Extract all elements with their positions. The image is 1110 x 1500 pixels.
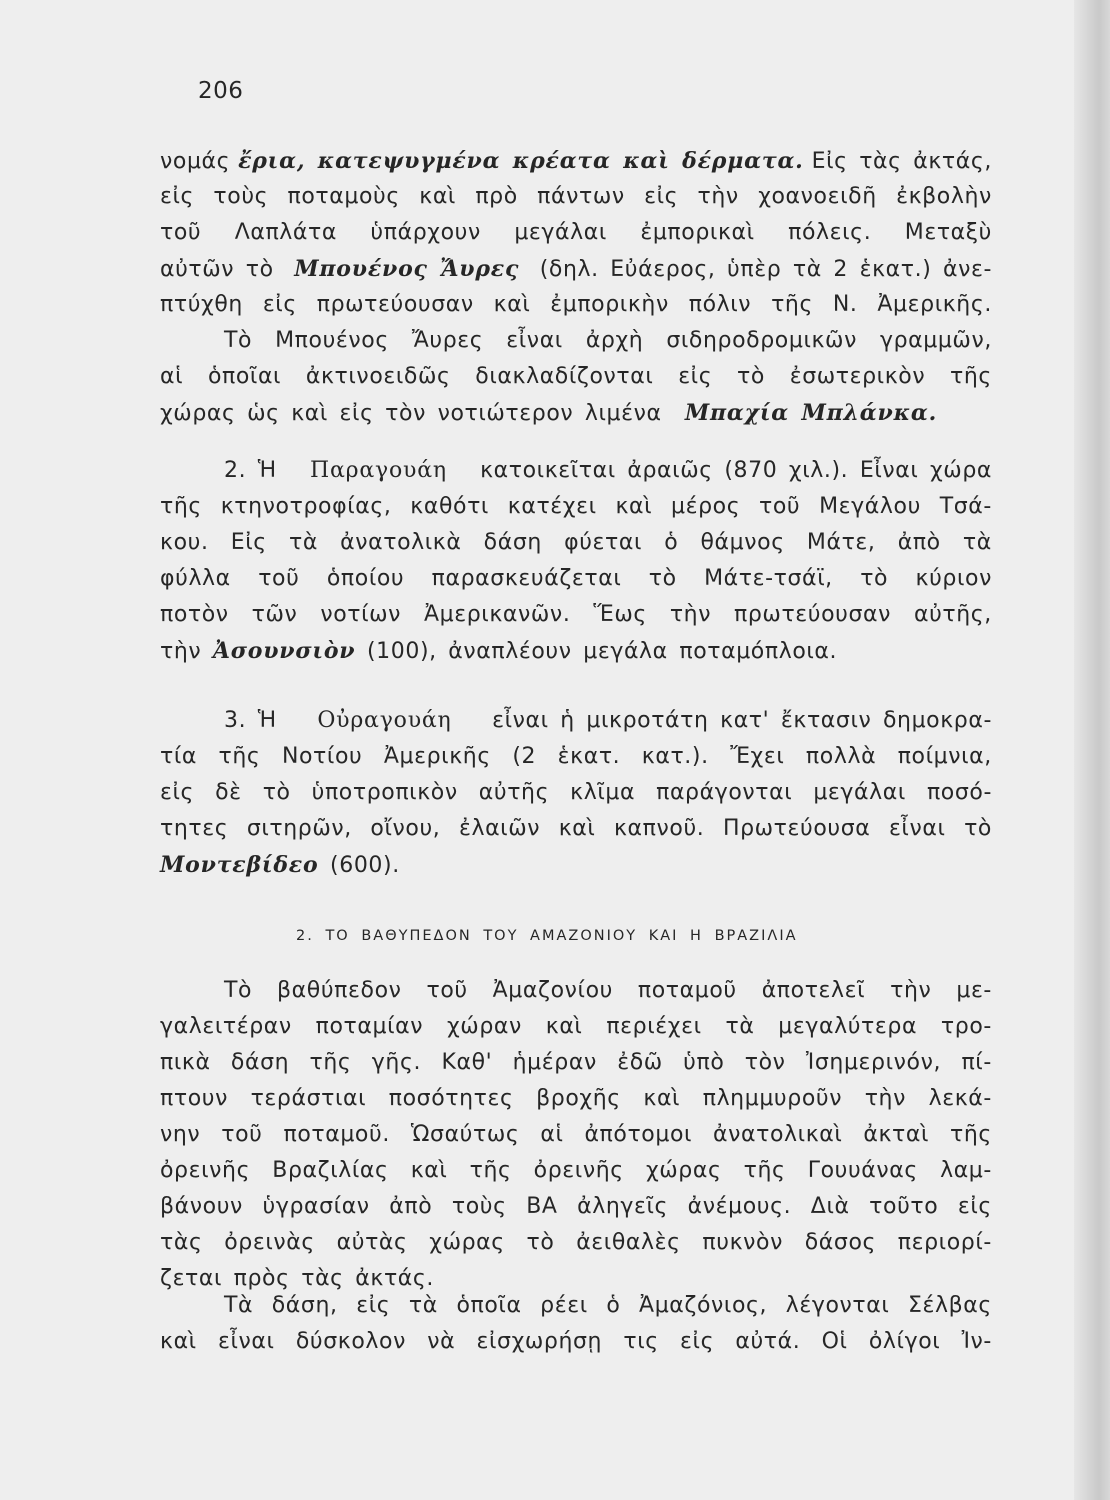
text-line: νομάς ἔρια, κατεψυγμένα κρέατα καὶ δέρματα. Εἰς τὰς ἀκτάς, — [160, 143, 992, 179]
country-name-uruguay: Οὐραγουάη — [317, 708, 452, 733]
text-line: εἰς δὲ τὸ ὑποτροπικὸν αὐτῆς κλῖμα παράγονται μεγάλαι ποσό- — [160, 780, 992, 805]
text-line: ποτὸν τῶν νοτίων Ἀμερικανῶν. Ἕως τὴν πρωτεύουσαν αὐτῆς, — [160, 602, 992, 627]
country-name-paraguay: Παραγουάη — [310, 458, 447, 483]
text-line: χώρας ὡς καὶ εἰς τὸν νοτιώτερον λιμένα Μπαχία Μπλάνκα. — [160, 395, 992, 431]
place-name-montevideo: Μοντεβίδεο — [160, 852, 319, 878]
text-line: κου. Εἰς τὰ ἀνατολικὰ δάση φύεται ὁ θάμνος Μάτε, ἀπὸ τὰ — [160, 530, 992, 555]
text-line: αἱ ὁποῖαι ἀκτινοειδῶς διακλαδίζονται εἰς τὸ ἐσωτερικὸν τῆς — [160, 364, 992, 389]
place-name-buenos-aires: Μπουένος Ἄυρες — [294, 256, 520, 282]
text-line: τία τῆς Νοτίου Ἀμερικῆς (2 ἑκατ. κατ.). Ἔχει πολλὰ ποίμνια, — [160, 744, 992, 769]
paragraph-amazon-basin — [160, 973, 992, 1297]
text-line: γαλειτέραν ποταμίαν χώραν καὶ περιέχει τὰ μεγαλύτερα τρο- — [160, 1014, 992, 1039]
text-line: 2. Ἡ Παραγουάη κατοικεῖται ἀραιῶς (870 χιλ.). Εἶναι χώρα — [160, 453, 992, 489]
text-line: πτύχθη εἰς πρωτεύουσαν καὶ ἐμπορικὴν πόλιν τῆς Ν. Ἀμερικῆς. — [160, 292, 992, 317]
text-line: Μοντεβίδεο (600). — [160, 847, 992, 883]
text-line: τῆς κτηνοτροφίας, καθότι κατέχει καὶ μέρος τοῦ Μεγάλου Τσά- — [160, 494, 992, 519]
paragraph-paraguay — [160, 453, 992, 669]
text-line: τητες σιτηρῶν, οἴνου, ἐλαιῶν καὶ καπνοῦ. Πρωτεύουσα εἶναι τὸ — [160, 816, 992, 841]
text-line: ζεται πρὸς τὰς ἀκτάς. — [160, 1266, 434, 1291]
text-line: νην τοῦ ποταμοῦ. Ὡσαύτως αἱ ἀπότομοι ἀνατολικαὶ ἀκταὶ τῆς — [160, 1122, 992, 1147]
text-line: βάνουν ὑγρασίαν ἀπὸ τοὺς ΒΑ ἀληγεῖς ἀνέμους. Διὰ τοῦτο εἰς — [160, 1194, 992, 1219]
page-edge-shadow — [1074, 0, 1110, 1500]
text-line: 3. Ἡ Οὐραγουάη εἶναι ἡ μικροτάτη κατ' ἔκτασιν δημοκρα- — [160, 703, 992, 739]
text-line: Τὸ βαθύπεδον τοῦ Ἀμαζονίου ποταμοῦ ἀποτελεῖ τὴν με- — [224, 978, 992, 1003]
text-line: πικὰ δάση τῆς γῆς. Καθ' ἡμέραν ἐδῶ ὑπὸ τὸν Ἰσημερινόν, πί- — [160, 1050, 992, 1075]
text-line: τοῦ Λαπλάτα ὑπάρχουν μεγάλαι ἐμπορικαὶ πόλεις. Μεταξὺ — [160, 220, 992, 245]
text-line: τὰς ὀρεινὰς αὐτὰς χώρας τὸ ἀειθαλὲς πυκνὸν δάσος περιορί- — [160, 1230, 992, 1255]
section-heading: 2. ΤΟ ΒΑΘΥΠΕΔΟΝ ΤΟΥ ΑΜΑΖΟΝΙΟΥ ΚΑΙ Η ΒΡΑΖΙΛΙΑ — [296, 928, 798, 944]
text-line: αὐτῶν τὸ Μπουένος Ἄυρες (δηλ. Εὐάερος, ὑπὲρ τὰ 2 ἑκατ.) ἀνε- — [160, 251, 992, 287]
paragraph-selvas — [160, 1288, 992, 1360]
text-line: καὶ εἶναι δύσκολον νὰ εἰσχωρήσῃ τις εἰς αὐτά. Οἱ ὀλίγοι Ἰν- — [160, 1329, 992, 1354]
paragraph-uruguay — [160, 703, 992, 883]
text-line: εἰς τοὺς ποταμοὺς καὶ πρὸ πάντων εἰς τὴν χοανοειδῆ ἐκβολὴν — [160, 184, 992, 209]
text-line: πτουν τεράστιαι ποσότητες βροχῆς καὶ πλημμυροῦν τὴν λεκά- — [160, 1086, 992, 1111]
paragraph-argentina-cities — [160, 143, 992, 431]
page-number: 206 — [198, 78, 244, 104]
place-name-bahia-blanca: Μπαχία Μπλάνκα. — [684, 400, 938, 426]
text-line: τὴν Ἀσουνσιὸν (100), ἀναπλέουν μεγάλα ποταμόπλοια. — [160, 633, 992, 669]
text-line: ὀρεινῆς Βραζιλίας καὶ τῆς ὀρεινῆς χώρας τῆς Γουυάνας λαμ- — [160, 1158, 992, 1183]
text-line: φύλλα τοῦ ὁποίου παρασκευάζεται τὸ Μάτε-τσάϊ, τὸ κύριον — [160, 566, 992, 591]
emphasis-products: ἔρια, κατεψυγμένα κρέατα καὶ δέρματα. — [238, 148, 804, 174]
text-line: Τὸ Μπουένος Ἄυρες εἶναι ἀρχὴ σιδηροδρομικῶν γραμμῶν, — [224, 328, 992, 353]
place-name-asuncion: Ἀσουνσιὸν — [212, 638, 356, 664]
text-line: Τὰ δάση, εἰς τὰ ὁποῖα ρέει ὁ Ἀμαζόνιος, λέγονται Σέλβας — [224, 1293, 992, 1318]
